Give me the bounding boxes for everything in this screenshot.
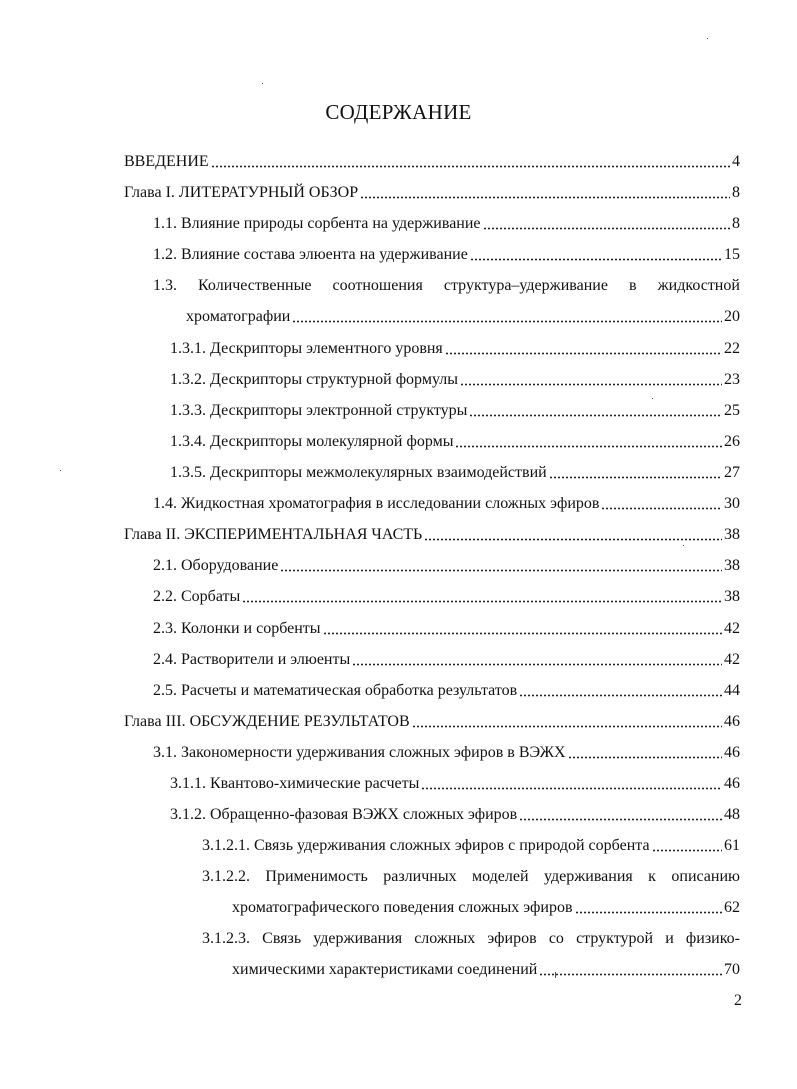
dot-leader [519,818,722,821]
toc-entry-label: 1.3.2. Дескрипторы структурной формулы [170,371,458,388]
toc-word: различных [383,868,457,885]
toc-entry-1-1[interactable] [153,208,740,234]
toc-word: удерживания [313,930,403,947]
toc-entry-page: 38 [724,588,740,605]
dot-leader [575,911,723,914]
toc-entry-chapter-2[interactable] [124,519,740,545]
scan-speck [555,972,556,978]
toc-entry-1-3-3[interactable] [170,395,740,421]
toc-word: 3.1.2.2. [202,868,250,885]
toc-entry-1-3-2[interactable] [170,364,740,390]
toc-word: удерживания [543,868,633,885]
toc-entry-1-3-line1[interactable] [153,270,740,296]
dot-leader [539,973,722,976]
toc-word: описанию [671,868,740,885]
toc-entry-page: 70 [724,961,740,978]
toc-entry-2-1[interactable] [153,550,740,576]
toc-word: структурой [576,930,654,947]
toc-entry-3-1-2-2-line2[interactable] [232,892,740,918]
scan-speck [652,398,653,399]
toc-word: физико- [685,930,740,947]
dot-leader [292,320,722,323]
dot-leader [421,787,722,790]
toc-entry-label: 1.3.5. Дескрипторы межмолекулярных взаимодействий [170,464,547,481]
dot-leader [445,352,722,355]
toc-entry-page: 22 [724,340,740,357]
toc-entry-page: 23 [724,371,740,388]
dot-leader [360,196,730,199]
toc-entry-1-4[interactable] [153,488,740,514]
dot-leader [470,258,722,261]
toc-entry-label: Глава III. ОБСУЖДЕНИЕ РЕЗУЛЬТАТОВ [124,713,410,730]
toc-entry-label: Глава I. ЛИТЕРАТУРНЫЙ ОБЗОР [124,184,359,201]
dot-leader [242,600,722,603]
toc-entry-page: 4 [732,153,740,170]
toc-entry-3-1-2-2-line1[interactable] [202,861,740,887]
toc-entry-page: 27 [724,464,740,481]
dot-leader [211,165,730,168]
toc-word: структура–удерживание [443,277,608,294]
toc-entry-label: 2.1. Оборудование [153,557,279,574]
toc-word: эфиров [487,930,537,947]
toc-entry-label: 3.1. Закономерности удерживания сложных эфиров в ВЭЖХ [153,744,566,761]
toc-word: Количественные [198,277,312,294]
dot-leader [601,507,722,510]
toc-entry-1-2[interactable] [153,239,740,265]
toc-entry-label: 1.1. Влияние природы сорбента на удерживание [153,215,481,232]
dot-leader [652,849,722,852]
toc-entry-label: 2.5. Расчеты и математическая обработка результатов [153,682,518,699]
scan-speck [60,470,61,471]
toc-entry-page: 61 [724,837,740,854]
toc-entry-page: 44 [724,682,740,699]
toc-word: соотношения [332,277,423,294]
toc-entry-1-3-line2[interactable] [186,301,740,327]
toc-entry-3-1-2-1[interactable] [202,830,740,856]
scan-speck [262,83,263,84]
toc-entry-page: 8 [732,215,740,232]
toc-entry-page: 38 [724,557,740,574]
toc-entry-label: 1.2. Влияние состава элюента на удерживание [153,246,468,263]
toc-entry-1-3-4[interactable] [170,426,740,452]
page-title: СОДЕРЖАНИЕ [325,100,472,124]
toc-word: в [628,277,637,294]
scan-speck [683,545,684,546]
dot-leader [568,756,722,759]
toc-entry-label: 2.2. Сорбаты [153,588,241,605]
toc-entry-label: 1.3.1. Дескрипторы элементного уровня [170,340,443,357]
toc-entry-page: 46 [724,744,740,761]
toc-entry-label: 3.1.2.1. Связь удерживания сложных эфиров с природой сорбента [202,837,650,854]
dot-leader [460,383,722,386]
toc-entry-3-1-2-3-line2[interactable] [232,954,740,980]
toc-entry-page: 38 [724,526,740,543]
toc-entry-page: 48 [724,806,740,823]
toc-entry-label: 1.4. Жидкостная хроматография в исследовании сложных эфиров [153,495,600,512]
toc-word: к [648,868,656,885]
dot-leader [483,227,730,230]
toc-entry-page: 46 [724,775,740,792]
toc-entry-introduction[interactable] [124,146,740,172]
dot-leader [424,538,722,541]
toc-entry-label: 2.3. Колонки и сорбенты [153,620,321,637]
toc-word: Применимость [265,868,368,885]
dot-leader [323,632,722,635]
toc-entry-2-3[interactable] [153,613,740,639]
toc-entry-page: 8 [732,184,740,201]
toc-entry-page: 30 [724,495,740,512]
scan-speck [707,38,708,39]
toc-entry-page: 25 [724,402,740,419]
toc-word: моделей [471,868,529,885]
toc-entry-page: 42 [724,651,740,668]
toc-entry-3-1-1[interactable] [170,768,740,794]
dot-leader [455,445,722,448]
toc-entry-label: ВВЕДЕНИЕ [124,153,209,170]
toc-entry-page: 15 [724,246,740,263]
toc-word: Связь [262,930,302,947]
toc-entry-label: Глава II. ЭКСПЕРИМЕНТАЛЬНАЯ ЧАСТЬ [124,526,423,543]
toc-entry-label: хроматографического поведения сложных эфиров [232,899,573,916]
toc-entry-page: 46 [724,713,740,730]
toc-entry-1-3-1[interactable] [170,333,740,359]
toc-word: сложных [414,930,476,947]
toc-entry-2-5[interactable] [153,675,740,701]
dot-leader [469,414,722,417]
dot-leader [280,569,722,572]
page-number: 2 [734,992,742,1009]
toc-entry-page: 26 [724,433,740,450]
toc-entry-label: 1.3.3. Дескрипторы электронной структуры [170,402,468,419]
toc-entry-label: хроматографии [186,308,291,325]
dot-leader [412,725,722,728]
toc-word: 1.3. [153,277,177,294]
toc-entry-page: 42 [724,620,740,637]
toc-entry-page: 20 [724,308,740,325]
toc-entry-label: химическими характеристиками соединений [232,961,538,978]
toc-word: 3.1.2.3. [202,930,250,947]
toc-entry-chapter-3[interactable] [124,706,740,732]
dot-leader [549,476,722,479]
toc-entry-page: 62 [724,899,740,916]
toc-entry-chapter-1[interactable] [124,177,740,203]
dot-leader [519,694,722,697]
toc-entry-2-2[interactable] [153,581,740,607]
toc-entry-label: 3.1.2. Обращенно-фазовая ВЭЖХ сложных эфиров [170,806,518,823]
dot-leader [352,663,722,666]
toc-entry-1-3-5[interactable] [170,457,740,483]
toc-entry-label: 1.3.4. Дескрипторы молекулярной формы [170,433,454,450]
toc-word: и [665,930,674,947]
toc-word: жидкостной [657,277,740,294]
toc-entry-2-4[interactable] [153,644,740,670]
toc-entry-3-1-2[interactable] [170,799,740,825]
toc-word: со [548,930,564,947]
toc-entry-label: 3.1.1. Квантово-химические расчеты [170,775,420,792]
toc-entry-3-1[interactable] [153,737,740,763]
toc-entry-3-1-2-3-line1[interactable] [202,923,740,949]
toc-entry-label: 2.4. Растворители и элюенты [153,651,351,668]
